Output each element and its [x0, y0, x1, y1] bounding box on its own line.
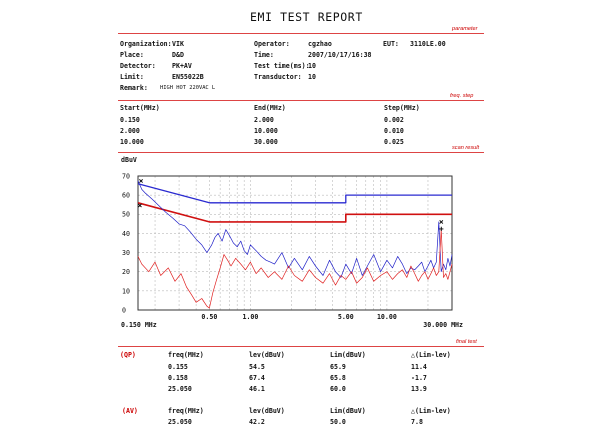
x-tick-label: 5.00	[337, 313, 354, 321]
qp-cell: 0.158	[168, 374, 188, 382]
place-value: D&D	[172, 51, 184, 59]
av-header-freq: freq(MHz)	[168, 407, 204, 415]
qp-header-lim: Lim(dBuV)	[330, 351, 366, 359]
freq-cell: 0.002	[384, 116, 404, 124]
qp-header-freq: freq(MHz)	[168, 351, 204, 359]
organization-label: Organization:	[120, 40, 172, 48]
peak-marker: ×	[137, 201, 143, 211]
qp-cell: 46.1	[249, 385, 265, 393]
av-cell: 50.0	[330, 418, 346, 426]
x-tick-label: 0.150 MHz	[121, 321, 157, 329]
peak-marker: ×	[138, 176, 144, 186]
detector-value: PK+AV	[172, 62, 192, 70]
section-label-final-test: final test	[456, 339, 477, 345]
qp-header-delta: △(Lim-lev)	[411, 351, 451, 359]
y-tick-label: 0	[122, 306, 126, 315]
qp-tag: (QP)	[120, 351, 136, 359]
qp-cell: 13.9	[411, 385, 427, 393]
transducer-value: 10	[308, 73, 316, 81]
qp-cell: 67.4	[249, 374, 265, 382]
qp-cell: 54.5	[249, 363, 265, 371]
section-label-parameter: parameter	[452, 26, 478, 32]
y-axis-label: dBuV	[121, 156, 137, 164]
freq-cell: 10.000	[120, 138, 144, 146]
qp-cell: 0.155	[168, 363, 188, 371]
qp-cell: 25.050	[168, 385, 192, 393]
av-header-lev: lev(dBuV)	[249, 407, 285, 415]
x-tick-label: 30.000 MHz	[423, 321, 463, 329]
av-cell: 25.050	[168, 418, 192, 426]
qp-header-lev: lev(dBuV)	[249, 351, 285, 359]
operator-label: Operator:	[254, 40, 290, 48]
y-tick-label: 20	[122, 268, 130, 277]
series-av-limit	[138, 203, 452, 222]
section-label-scan-result: scan result	[452, 145, 480, 151]
testtime-label: Test time(ms):	[254, 62, 310, 70]
time-label: Time:	[254, 51, 274, 59]
testtime-value: 10	[308, 62, 316, 70]
freq-cell: 2.000	[254, 116, 274, 124]
remark-label: Remark:	[120, 84, 148, 92]
y-tick-label: 70	[122, 172, 130, 181]
y-tick-label: 40	[122, 229, 130, 238]
freq-cell: 30.000	[254, 138, 278, 146]
limit-label: Limit:	[120, 73, 144, 81]
x-tick-label: 10.00	[376, 313, 397, 321]
freq-cell: 0.025	[384, 138, 404, 146]
time-value: 2007/10/17/16:38	[308, 51, 372, 59]
av-header-delta: △(Lim-lev)	[411, 407, 451, 415]
operator-value: cgzhao	[308, 40, 332, 48]
y-tick-label: 60	[122, 191, 130, 200]
section-label-freq-step: freq. step	[450, 93, 474, 99]
qp-cell: 11.4	[411, 363, 427, 371]
y-tick-label: 50	[122, 210, 130, 219]
peak-marker: ×	[438, 217, 444, 227]
qp-cell: 65.8	[330, 374, 346, 382]
series-qp-limit	[138, 184, 452, 203]
x-tick-labels	[121, 313, 463, 329]
remark-value: HIGH HOT 220VAC L	[160, 85, 216, 91]
peak-marker: +	[438, 224, 444, 234]
freq-header-start: Start(MHz)	[120, 104, 160, 112]
transducer-label: Transductor:	[254, 73, 302, 81]
place-label: Place:	[120, 51, 144, 59]
y-tick-label: 10	[122, 287, 130, 296]
freq-cell: 0.010	[384, 127, 404, 135]
av-cell: 42.2	[249, 418, 265, 426]
av-tag: (AV)	[122, 407, 138, 415]
section-rule-final-test	[118, 346, 484, 347]
eut-value: 3110LE.00	[410, 40, 446, 48]
y-tick-labels	[122, 172, 130, 314]
eut-label: EUT:	[383, 40, 399, 48]
freq-header-step: Step(MHz)	[384, 104, 420, 112]
av-header-lim: Lim(dBuV)	[330, 407, 366, 415]
detector-label: Detector:	[120, 62, 156, 70]
limit-value: EN55022B	[172, 73, 204, 81]
y-tick-label: 30	[122, 248, 130, 257]
report-title: EMI TEST REPORT	[250, 10, 363, 24]
freq-cell: 10.000	[254, 127, 278, 135]
organization-value: VIK	[172, 40, 184, 48]
x-tick-label: 0.50	[201, 313, 218, 321]
x-tick-label: 1.00	[242, 313, 259, 321]
qp-cell: -1.7	[411, 374, 427, 382]
chart-series	[138, 181, 452, 308]
qp-cell: 60.0	[330, 385, 346, 393]
freq-cell: 2.000	[120, 127, 140, 135]
qp-cell: 65.9	[330, 363, 346, 371]
av-cell: 7.8	[411, 418, 423, 426]
freq-cell: 0.150	[120, 116, 140, 124]
freq-header-end: End(MHz)	[254, 104, 286, 112]
